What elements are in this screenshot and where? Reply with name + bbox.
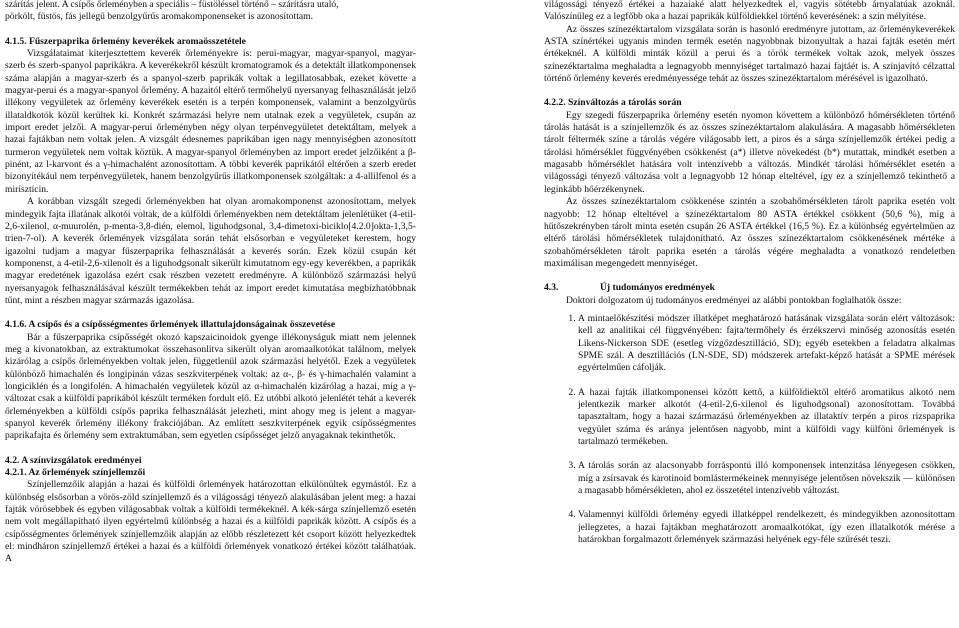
heading-4-3 <box>544 282 955 294</box>
results-list <box>544 313 955 547</box>
list-item: 2. A hazai fajták illatkomponensei között kettő, a külföldiektől eltérő aromatikus alkotó nem jelentkezik marker alkotót (4-etil-2,6-xilenol és liguhodgsonal) azonosítottam. Továbbá tapasztaltam, hogy a hazai származású őrleményekben az illataktív terpén a piros rizspaprika vegyület száma és aránya jelentősen nagyobb, mint a külföldi vagy külföni őrlemények is tartalmazó termékeben. <box>578 387 955 449</box>
heading-4-2-1: 4.2.1. Az őrlemények színjellemzői <box>5 467 146 479</box>
right-column <box>544 0 955 558</box>
paragraph-right-top: világossági tényező értékei a hazaiaké alatt helyezkedtek el, vagyis sötétebb árnyalatúak azoknál. Valószínűleg ez a legfőbb oka a hazai paprikák külföldiekkel történő keverésének: a szín mélyítése. <box>544 0 955 23</box>
list-item: 1. A mintaelőkészítési módszer illatképet meghatározó hatásának vizsgálata során elért változások: kell az analitikai cél függvényében: fajta/termőhely és érzékszervi minőség azonosítás esetén Likens-Nickerson SDE (esetleg vízgőzdesztilláció, SD); egyéb esetekben a feladatra alkalmas SPME szál. A desztillációs (LN-SDE, SD) módszerek artefakt-képző hatását a SPME mérések egyértelműen cáfolják. <box>578 313 955 375</box>
paragraph-415-2: A korábban vizsgált szegedi őrleményekben hat olyan aromakomponenst azonosítottam, melyek mindegyik fajta illatának alkotói voltak, de a külföldi őrleményekben nem detektáltam jelenlétüket (4-etil-2,6-xilenol, α-muurolén, p-menta-3,8-dién, elemol, liguhodgsonal, 3,4-dimetoxi-biciklo[4.2.0]okta-1,3,5-trien-7-ol). A keverék őrlemények vizsgálata során tehát elsősorban e vegyületeket kerestem, hogy igazolni tudjam a magyar fűszerpaprika felhasználását a keverés során. Ezek közül csupán két komponenst, a 4-etil-2,6-xilenolt és a liguhodgsonalt sikerült kimutatnom egy-egy keverékben, a paprikák magyar eredetének igazolása ezért csak részben vezetett eredményre. A különböző származási helyű nyersanyagok felhasználásával készült termékekben tehát az import eredet kimutatása megbízhatóbbnak tűnt, mint a részben magyar származás igazolása. <box>5 196 416 306</box>
paragraph-415-1: Vizsgálataimat kiterjesztettem keverék őrleményekre is: perui-magyar, magyar-spanyol, magyar-szerb és szerb-spanyol paprikákra. A keverékekről készült kromatogramok és a detektált illatkomponensek száma alapján a magyar-szerb és a spanyol-szerb paprikák voltak a legillatosabbak, ezeket követte a magyar-perui és a magyar-spanyol őrlemény. A hazaitól eltérő termőhelyű nyersanyag felhasználását jelző illékony vegyületek az őrlemény keverékek esetén is a terpén komponensek, valamint a benzolgyűrűs illataldkotók közül kerültek ki. Konkrét származási helyre nem utalnak ezek a vegyületek, csupán az import eredet jelzői. A magyar-perui őrleményben négy olyan terpénvegyületet detektáltam, melyek a hazai fajtákban nem voltak jelen. A vizsgált édesnemes paprikában igen nagy mennyiségben azonosított turmeron vegyületek nem voltak köztük. A magyar-spanyol őrleményben az import eredet jelzőiként a β-pinént, az l-karvont és a γ-himachalént azonosítottam. A többi keverék paprikától eltérően a szerb eredet bizonyítékául nem terpénvegyületek, hanem benzolgyűrűs illatkomponensek szolgáltak: a 4-allilfenol és a mirisztícin. <box>5 48 416 195</box>
heading-4-1-5: 4.1.5. Fűszerpaprika őrlemény keverékek aromaösszetétele <box>5 35 246 47</box>
list-item: 4. Valamennyi külföldi őrlemény egyedi illatképpel rendelkezett, és mindegyikben azonosítottam jellegzetes, a hazai fajtákban meghatározott aromaalkotókat, így ezen illatalkotók mérése a határokban forgalmazott őrlemények származási helyének egy-féle szűrését teszi. <box>578 509 955 546</box>
intro-line-1: szárítás jelent. A csípős őrleményben a speciális – füstöléssel történő – szárításra utaló, <box>5 0 339 10</box>
paragraph-416-1: Bár a fűszerpaprika csípősségét okozó kapszaicinoidok gyenge illékonyságuk miatt nem jelennek meg a kivonatokban, az extraktumokat összehasonlítva sikerült olyan aromaalkotókat találnom, melyek kizárólag a csípős őrleményekben voltak jelen, függetlenül azok származási helyétől. Ezek a vegyületek különböző himachalén és longipinán vázas seszkviterpének voltak: az α-, β- és γ-himachalén valamint a longiciklén és a longifolén. A himachalén vegyületek közül az α-himachalén kizárólag a hazai, míg a γ-változat csak a külföldi paprikából készült terméken fordult elő. Ez utóbbi alkotó jelenlétét tehát a keverék őrleményekben a külföldi csípős paprika felhasználását jelezheti, mint ahogy meg is jelent a magyar-spanyol keverék őrlemény illékony frakciójában. Az említett seszkviterpének egyik csípősségmentes paprikafajta és őrlemény sem extraktumában, sem egyetlen csípősséget jelző anyagaknak tekinthetők. <box>5 331 416 442</box>
list-item: 3. A tárolás során az alacsonyabb forráspontú illó komponensek intenzitása lényegesen csökken, míg a zsírsavak és karotinoid bomlástermékeinek mennyisége jelentősen növekszik — különösen a magasabb hőmérsékleten, ahol ez összetétel intenzívebb változást. <box>578 460 955 497</box>
heading-4-2-2: 4.2.2. Színváltozás a tárolás során <box>544 97 682 109</box>
paragraph-right-2: Az összes színezéktartalom vizsgálata során is hasonló eredményre jutottam, az őrleménykeverékek ASTA színértékei ugyanis minden termék esetén nagyobbnak bizonyultak a hazai fajták esetén mért értékeknél. A külföldi minták közül a perui és a török termékek voltak azok, melyek összes színezéktartalma meghaladta a legnagyobb mennyiséget tartalmazó hazai fajtáét is. A színjavító célzattal történő őrlemény keverés eredményessége tehát az összes színezéktartalom mérésével is igazolható. <box>544 23 955 85</box>
paragraph-422-1: Egy szegedi fűszerpaprika őrlemény esetén nyomon követtem a különböző hőmérsékleten történő tárolás hatását is a színjellemzők és az összes színezéktartalom alakulására. A magasabb hőmérsékleten tárolt féltermék színe a tárolás végére világosabb lett, a piros és a sárga színjellemzők értékei pedig a tárolási hőmérséklet függvényében csökkenést (a*) illetve növekedést (b*) mutattak, mindkét esetben a magasabb hőmérséklet hatására volt intenzívebb a változás. Mindkét tárolási hőmérséklet esetén a világossági tényező változása volt a legnagyobb 12 hónap elteltével, így ez a színjellemző tekinthető a leginkább hőérzékenynek. <box>544 109 955 195</box>
section-number: 4.3. <box>544 282 559 294</box>
paragraph-421-1: Színjellemzőik alapján a hazai és külföldi őrlemények határozottan elkülönültek egymástól. Ez a különbség elsősorban a vörös-zöld színjellemző és a világossági tényező alakulásában jelent meg: a hazai fajták vörösebbek és egyben világosabbak voltak a külföldi termékeknél. A kék-sárga színjellemző esetén nem volt megállapítható ilyen egyértelmű különbség a hazai és a külföldi paprikák között. A csípős és a csípősségmentes őrlemények színjellemzőik alapján az előbb részletezett két csoport között helyezkedtek el: mindháron színjellemző értékei a hazai és a külföldi őrlemények vonatkozó értékei között találhatóak. A <box>5 479 416 565</box>
heading-4-2: 4.2. A színvizsgálatok eredményei <box>5 454 142 466</box>
left-column <box>5 0 416 566</box>
section-title: Új tudományos eredmények <box>600 282 715 294</box>
intro-line-2: pörkölt, füstös, fás jellegű benzolgyűrűs aromakomponenseket is azonosítottam. <box>5 11 314 23</box>
heading-4-1-6: 4.1.6. A csípős és a csípősségmentes őrlemények illattulajdonságainak összevetése <box>5 319 336 331</box>
paragraph-422-2: Az összes színezéktartalom csökkenése szintén a szobahőmérsékleten tárolt paprika esetén volt nagyobb: 12 hónap elteltével a színezéktartalom 80 ASTA értékkel csökkent (50,6 %), míg a hűtőszekrényben tárolt minta esetén csupán 26 ASTA értékkel (16,5 %). Ez a különbség egyértelműen az eltérő tárolási hőmérsékletek tulajdonítható. Az összes színezéktartalom csökkenésének mértéke a szobahőmérsékleten tárolt paprika esetén a tárolás végére meghaladta a vonatkozó rendeletben maximálisan megengedett mennyiséget. <box>544 196 955 269</box>
paragraph-43-intro: Doktori dolgozatom új tudományos eredményei az alábbi pontokban foglalhatók össze: <box>566 294 902 306</box>
